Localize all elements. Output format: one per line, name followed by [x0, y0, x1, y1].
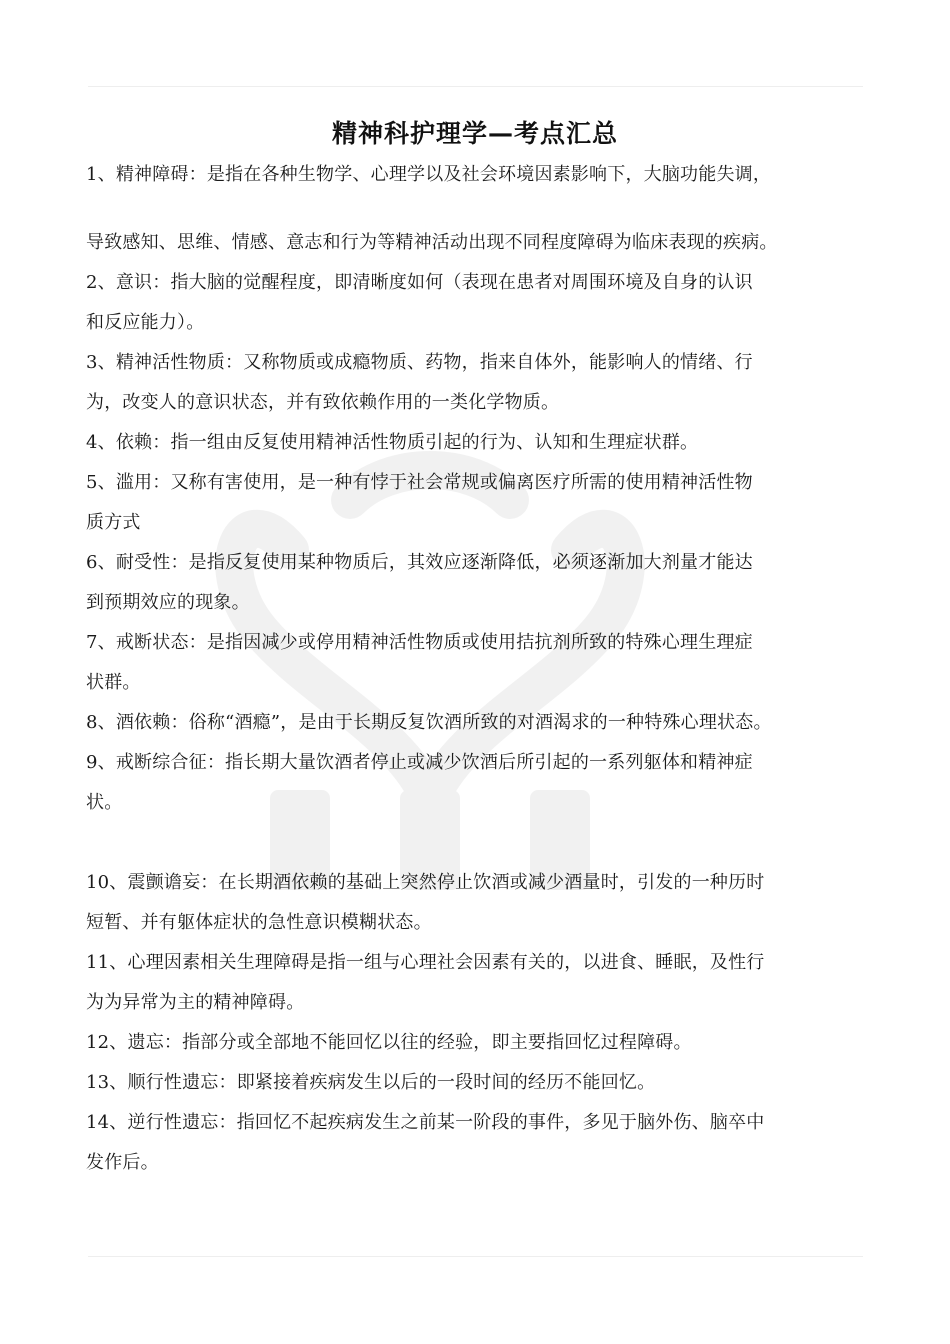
page-title: 精神科护理学—考点汇总: [331, 119, 618, 148]
text-line: 4、依赖：指一组由反复使用精神活性物质引起的行为、认知和生理症状群。: [86, 432, 699, 453]
text-line: 12、遗忘：指部分或全部地不能回忆以往的经验，即主要指回忆过程障碍。: [86, 1032, 692, 1053]
text-line: 13、顺行性遗忘：即紧接着疾病发生以后的一段时间的经历不能回忆。: [86, 1072, 656, 1093]
text-line: 状群。: [86, 672, 141, 693]
text-line: 质方式: [86, 512, 141, 533]
text-line: 3、精神活性物质：又称物质或成瘾物质、药物，指来自体外，能影响人的情绪、行: [86, 352, 753, 373]
text-line: 10、震颤谵妄：在长期酒依赖的基础上突然停止饮酒或减少酒量时，引发的一种历时: [86, 872, 765, 893]
watermark-logo: [200, 430, 660, 900]
text-line: 为，改变人的意识状态，并有致依赖作用的一类化学物质。: [86, 392, 560, 413]
text-line: 8、酒依赖：俗称“酒瘾”，是由于长期反复饮酒所致的对酒渴求的一种特殊心理状态。: [86, 712, 772, 733]
text-line: 9、戒断综合征：指长期大量饮酒者停止或减少饮酒后所引起的一系列躯体和精神症: [86, 752, 753, 773]
text-line: 和反应能力）。: [86, 312, 205, 333]
text-line: 6、耐受性：是指反复使用某种物质后，其效应逐渐降低，必须逐渐加大剂量才能达: [86, 552, 753, 573]
text-line: 发作后。: [86, 1152, 159, 1173]
text-line: 1、精神障碍：是指在各种生物学、心理学以及社会环境因素影响下，大脑功能失调，: [86, 164, 772, 185]
text-line: 状。: [86, 792, 123, 813]
text-line: 7、戒断状态：是指因减少或停用精神活性物质或使用拮抗剂所致的特殊心理生理症: [86, 632, 753, 653]
text-line: 11、心理因素相关生理障碍是指一组与心理社会因素有关的，以进食、睡眠，及性行: [86, 952, 765, 973]
text-line: 2、意识：指大脑的觉醒程度，即清晰度如何（表现在患者对周围环境及自身的认识: [86, 272, 753, 293]
text-line: 14、逆行性遗忘：指回忆不起疾病发生之前某一阶段的事件，多见于脑外伤、脑卒中: [86, 1112, 765, 1133]
text-line: 5、滥用：又称有害使用，是一种有悖于社会常规或偏离医疗所需的使用精神活性物: [86, 472, 753, 493]
top-divider: [88, 86, 863, 87]
text-line: 短暂、并有躯体症状的急性意识模糊状态。: [86, 912, 432, 933]
text-line: 到预期效应的现象。: [86, 592, 250, 613]
text-line: 导致感知、思维、情感、意志和行为等精神活动出现不同程度障碍为临床表现的疾病。: [86, 232, 778, 253]
bottom-divider: [88, 1256, 863, 1257]
text-line: 为为异常为主的精神障碍。: [86, 992, 305, 1013]
